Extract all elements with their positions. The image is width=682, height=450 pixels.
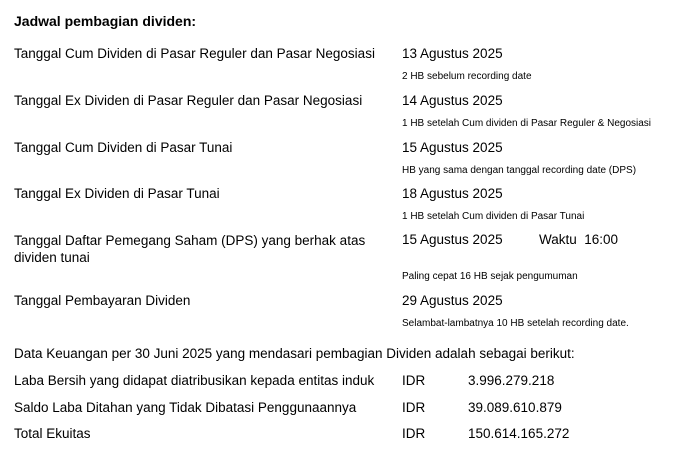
schedule-date-ex-tunai: 18 Agustus 2025 (402, 186, 503, 201)
schedule-note-pembayaran: Selambat-lambatnya 10 HB setelah recording date. (402, 318, 629, 329)
financial-currency-total-ekuitas: IDR (402, 426, 426, 441)
financial-currency-laba-bersih: IDR (402, 373, 426, 388)
schedule-date-pembayaran: 29 Agustus 2025 (402, 293, 503, 308)
schedule-date-dps: 15 Agustus 2025 (402, 232, 503, 247)
schedule-label-ex-reguler: Tanggal Ex Dividen di Pasar Reguler dan Pasar Negosiasi (14, 93, 363, 108)
financial-amount-total-ekuitas: 150.614.165.272 (468, 426, 570, 441)
schedule-note-cum-reguler: 2 HB sebelum recording date (402, 71, 532, 82)
financial-intro: Data Keuangan per 30 Juni 2025 yang mendasari pembagian Dividen adalah sebagai berikut: (14, 346, 575, 361)
section-heading: Jadwal pembagian dividen: (14, 13, 197, 29)
schedule-note-cum-tunai: HB yang sama dengan tanggal recording date (DPS) (402, 165, 637, 176)
financial-currency-saldo-laba: IDR (402, 400, 426, 415)
schedule-date-cum-reguler: 13 Agustus 2025 (402, 46, 503, 61)
schedule-label-cum-tunai: Tanggal Cum Dividen di Pasar Tunai (14, 140, 233, 155)
schedule-label-ex-tunai: Tanggal Ex Dividen di Pasar Tunai (14, 186, 220, 201)
financial-amount-saldo-laba: 39.089.610.879 (468, 400, 562, 415)
schedule-label-dps: Tanggal Daftar Pemegang Saham (DPS) yang berhak atas dividen tunai (14, 233, 366, 265)
schedule-date-cum-tunai: 15 Agustus 2025 (402, 140, 503, 155)
financial-label-laba-bersih: Laba Bersih yang didapat diatribusikan kepada entitas induk (14, 373, 375, 388)
schedule-label-cum-reguler: Tanggal Cum Dividen di Pasar Reguler dan Pasar Negosiasi (14, 46, 375, 61)
schedule-note-dps: Paling cepat 16 HB sejak pengumuman (402, 271, 578, 282)
financial-amount-laba-bersih: 3.996.279.218 (468, 373, 555, 388)
schedule-note-ex-reguler: 1 HB setelah Cum dividen di Pasar Reguler & Negosiasi (402, 118, 652, 129)
schedule-date-ex-reguler: 14 Agustus 2025 (402, 93, 503, 108)
schedule-label-pembayaran: Tanggal Pembayaran Dividen (14, 293, 191, 308)
financial-label-total-ekuitas: Total Ekuitas (14, 426, 91, 441)
schedule-note-ex-tunai: 1 HB setelah Cum dividen di Pasar Tunai (402, 211, 585, 222)
financial-label-saldo-laba: Saldo Laba Ditahan yang Tidak Dibatasi Penggunaannya (14, 400, 357, 415)
schedule-time-dps: Waktu 16:00 (539, 232, 619, 247)
